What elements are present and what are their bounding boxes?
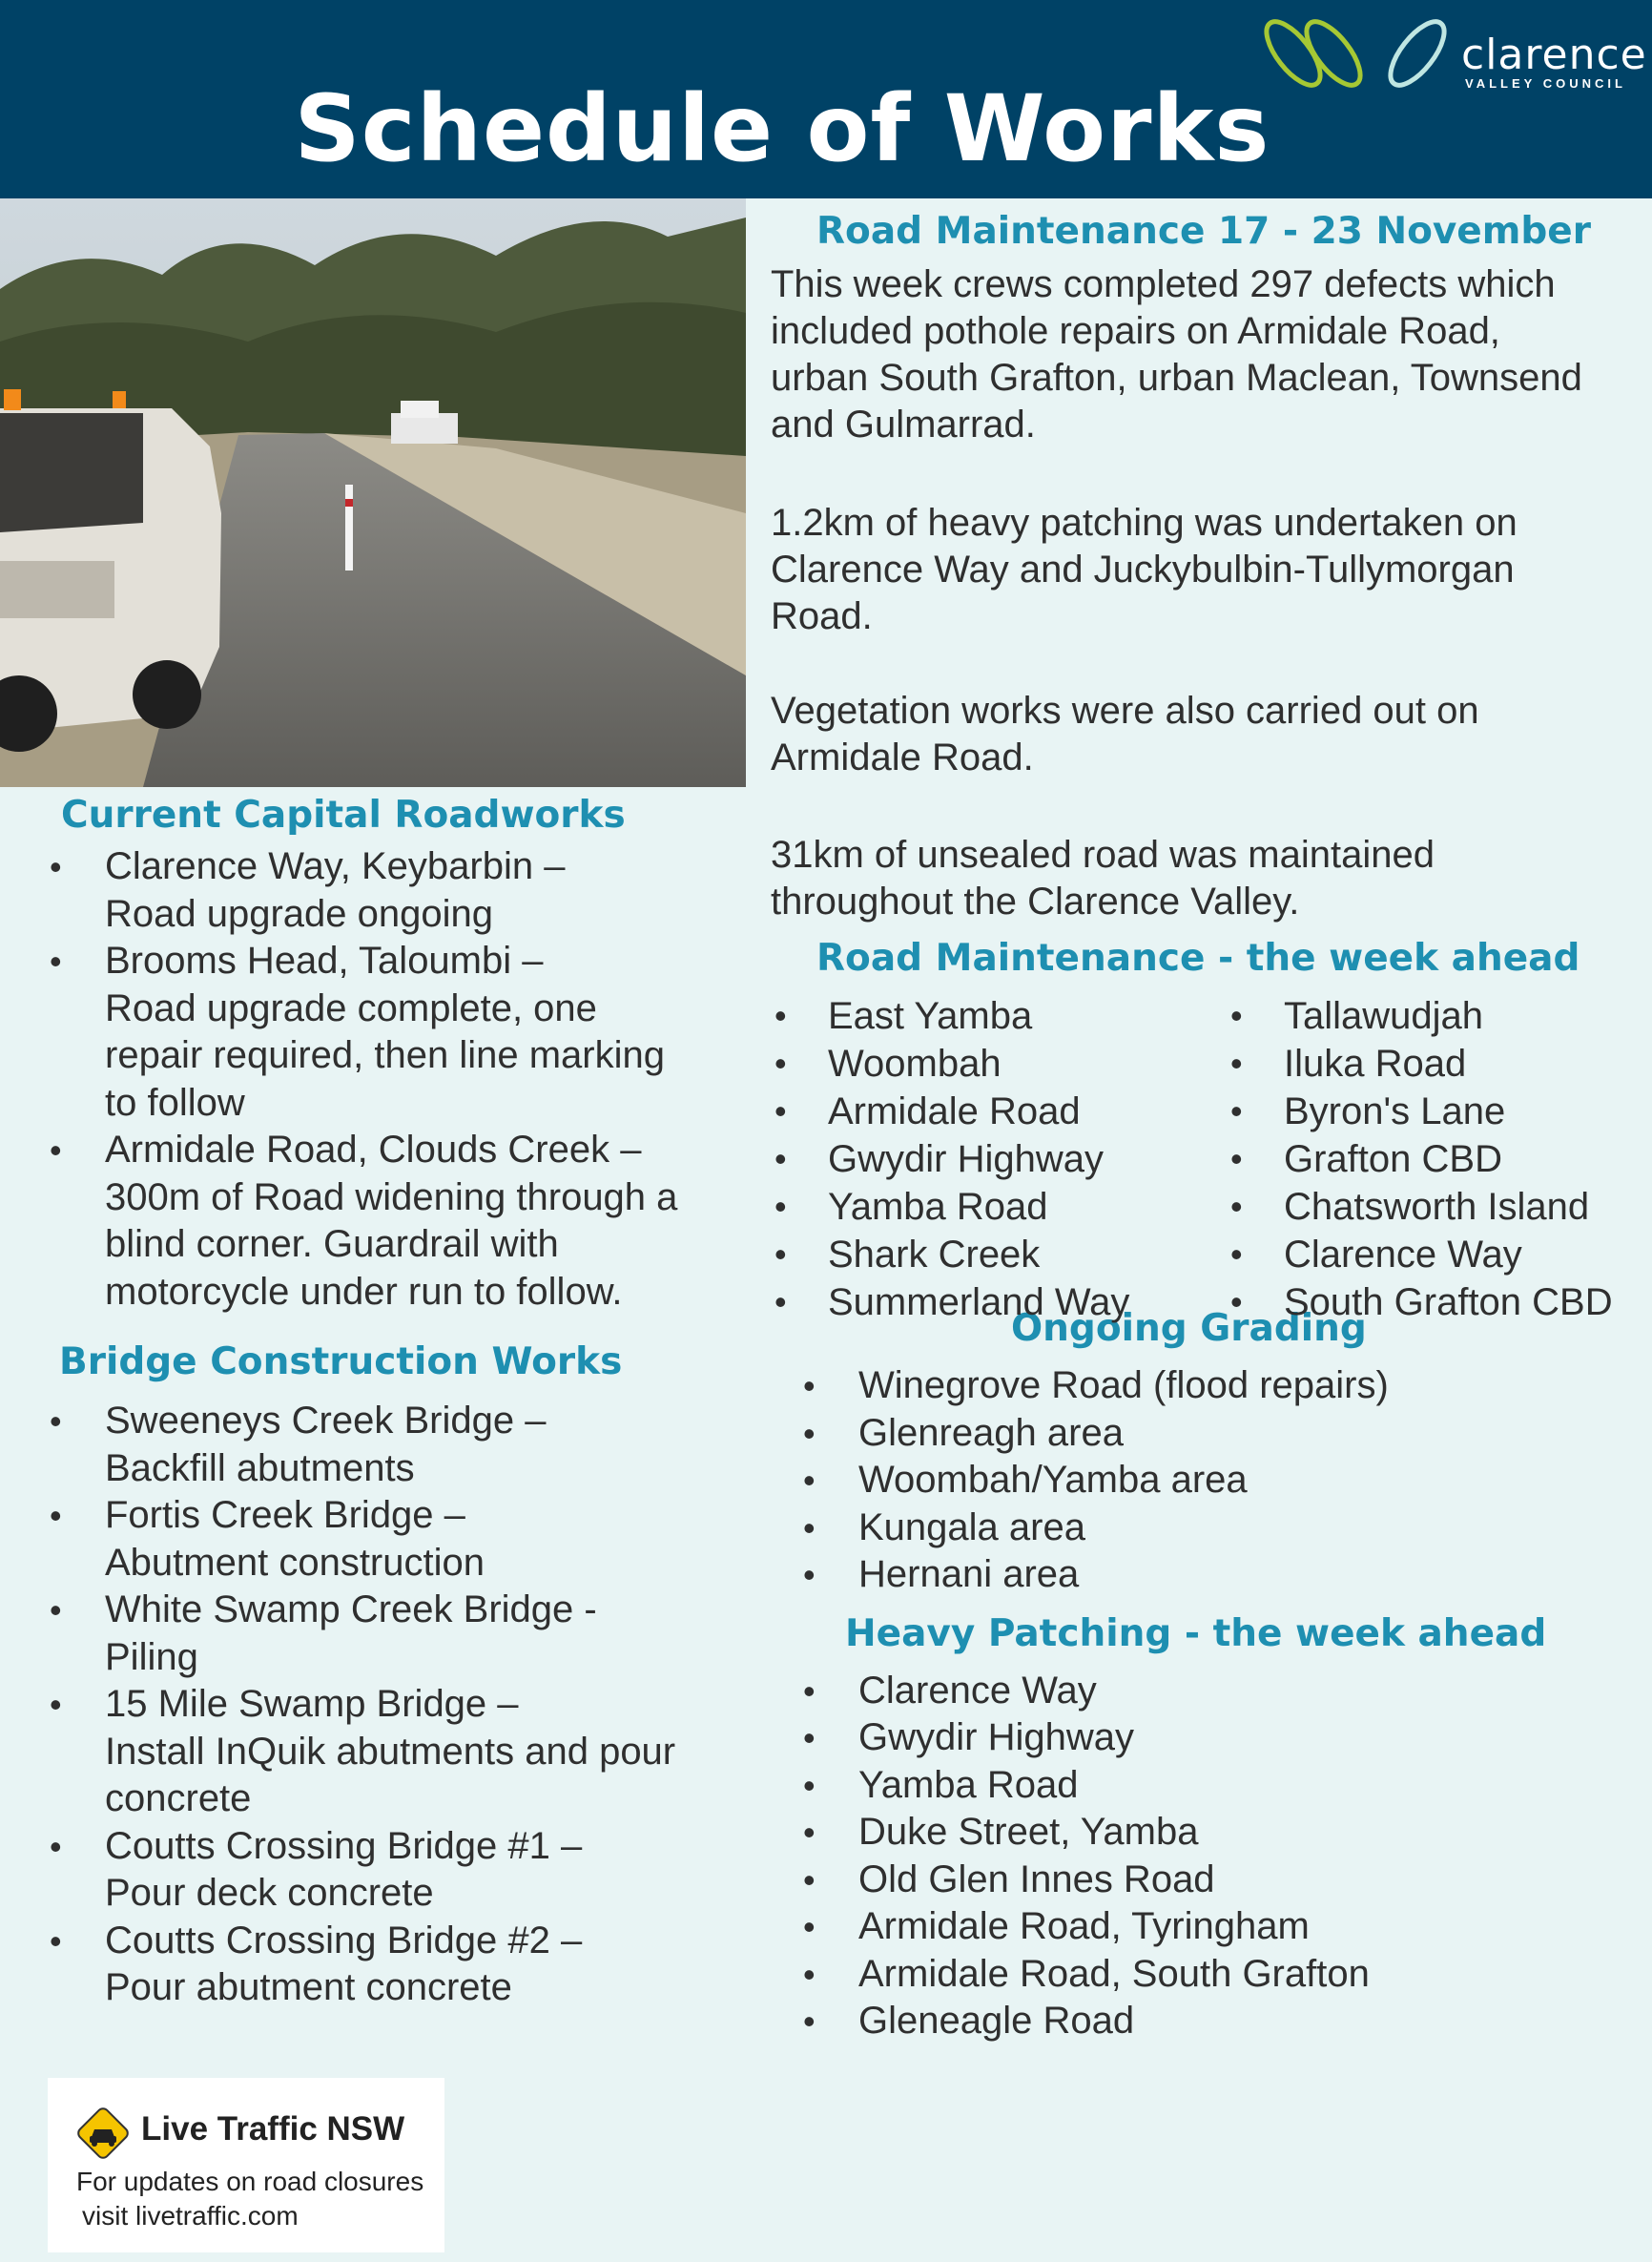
maintenance-paragraph: 31km of unsealed road was maintained throughout the Clarence Valley. xyxy=(771,834,1435,923)
patching-list xyxy=(754,1668,1652,2045)
list-item: • Gleneagle Road xyxy=(754,1998,1652,2045)
maintenance-paragraph: 1.2km of heavy patching was undertaken on Clarence Way and Juckybulbin-Tullymorgan Road. xyxy=(771,502,1518,637)
list-item: • Clarence Way xyxy=(754,1668,1652,1715)
list-item: • Hernani area xyxy=(754,1551,1652,1599)
patching-heading: Heavy Patching - the week ahead xyxy=(845,1611,1547,1655)
bridge-heading: Bridge Construction Works xyxy=(59,1340,623,1383)
capital-list xyxy=(0,843,744,1316)
list-item: • Gwydir Highway xyxy=(754,1714,1652,1762)
list-item: • Duke Street, Yamba xyxy=(754,1809,1652,1857)
bridge-list xyxy=(0,1398,744,2012)
list-item: • Winegrove Road (flood repairs) xyxy=(754,1362,1652,1410)
logo-wordmark: clarence xyxy=(1461,31,1647,79)
list-item: • Chatsworth Island xyxy=(1209,1183,1613,1231)
list-item: • Clarence Way xyxy=(1209,1231,1613,1278)
traffic-car-icon xyxy=(74,2105,132,2162)
traffic-line-1: For updates on road closures xyxy=(76,2167,424,2196)
week-ahead-list-1 xyxy=(754,992,1129,1326)
list-item: • Yamba Road xyxy=(754,1762,1652,1810)
list-item: • East Yamba xyxy=(754,992,1129,1040)
list-item: • Gwydir Highway xyxy=(754,1135,1129,1183)
live-traffic-box[interactable] xyxy=(48,2078,444,2252)
page-title: Schedule of Works xyxy=(294,75,1270,182)
road-photo xyxy=(0,198,746,787)
list-item: • Woombah/Yamba area xyxy=(754,1457,1652,1505)
list-item: • Armidale Road xyxy=(754,1088,1129,1135)
list-item: • 15 Mile Swamp Bridge – Install InQuik abutments and pour concrete xyxy=(0,1681,744,1823)
page-header xyxy=(0,0,1652,198)
list-item: • Clarence Way, Keybarbin – Road upgrade ongoing xyxy=(0,843,744,938)
list-item: • Old Glen Innes Road xyxy=(754,1857,1652,1904)
list-item: • Fortis Creek Bridge – Abutment construction xyxy=(0,1492,744,1587)
list-item: • Iluka Road xyxy=(1209,1040,1613,1088)
list-item: • Woombah xyxy=(754,1040,1129,1088)
week-ahead-heading: Road Maintenance - the week ahead xyxy=(816,937,1580,980)
list-item: • Glenreagh area xyxy=(754,1410,1652,1458)
list-item: • Brooms Head, Taloumbi – Road upgrade complete, one repair required, then line marking to follow xyxy=(0,938,744,1127)
list-item: • Shark Creek xyxy=(754,1231,1129,1278)
list-item: • South Grafton CBD xyxy=(1209,1278,1613,1326)
week-ahead-list-2 xyxy=(1209,992,1613,1326)
grading-heading: Ongoing Grading xyxy=(1011,1307,1367,1350)
maintenance-paragraph: Vegetation works were also carried out on Armidale Road. xyxy=(771,690,1479,778)
list-item: • Coutts Crossing Bridge #1 – Pour deck concrete xyxy=(0,1823,744,1918)
list-item: • Yamba Road xyxy=(754,1183,1129,1231)
left-column xyxy=(0,792,744,2012)
list-item: • Grafton CBD xyxy=(1209,1135,1613,1183)
list-item: • Armidale Road, Tyringham xyxy=(754,1903,1652,1951)
right-column xyxy=(754,198,1652,2045)
maintenance-paragraph: This week crews completed 297 defects which included pothole repairs on Armidale Road, urban South Grafton, urban Maclean, Townsend and Gulmarrad. xyxy=(771,263,1582,446)
list-item: • Tallawudjah xyxy=(1209,992,1613,1040)
grading-list xyxy=(754,1362,1652,1599)
list-item: • Byron's Lane xyxy=(1209,1088,1613,1135)
list-item: • Armidale Road, Clouds Creek – 300m of Road widening through a blind corner. Guardrail with motorcycle under run to follow. xyxy=(0,1127,744,1316)
list-item: • White Swamp Creek Bridge - Piling xyxy=(0,1587,744,1681)
list-item: • Armidale Road, South Grafton xyxy=(754,1951,1652,1999)
logo-subtitle: VALLEY COUNCIL xyxy=(1465,76,1626,91)
list-item: • Coutts Crossing Bridge #2 – Pour abutment concrete xyxy=(0,1918,744,2012)
list-item: • Kungala area xyxy=(754,1505,1652,1552)
traffic-link[interactable]: visit livetraffic.com xyxy=(82,2201,299,2231)
capital-heading: Current Capital Roadworks xyxy=(61,794,626,837)
list-item: • Summerland Way xyxy=(754,1278,1129,1326)
maintenance-heading: Road Maintenance 17 - 23 November xyxy=(816,210,1591,253)
week-ahead-lists xyxy=(754,992,1652,1323)
traffic-title: Live Traffic NSW xyxy=(141,2110,405,2148)
list-item: • Sweeneys Creek Bridge – Backfill abutments xyxy=(0,1398,744,1492)
